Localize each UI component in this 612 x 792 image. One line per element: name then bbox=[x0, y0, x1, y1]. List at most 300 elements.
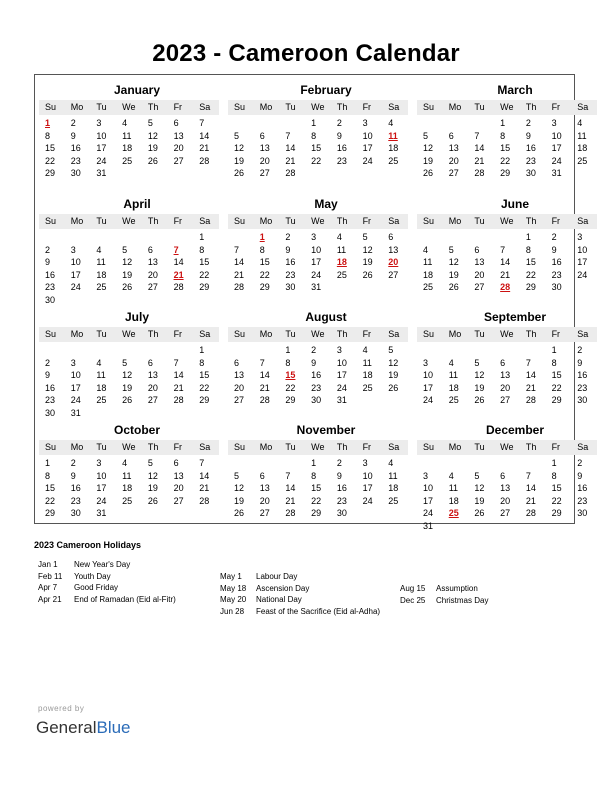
day-cell: 9 bbox=[577, 470, 583, 481]
day-cell: 21 bbox=[234, 269, 245, 280]
day-cell: 24 bbox=[362, 155, 373, 166]
day-blank bbox=[417, 457, 443, 470]
day-grid bbox=[39, 231, 219, 306]
day-blank bbox=[520, 457, 546, 470]
day-cell: 13 bbox=[500, 370, 511, 380]
day-cell: 7 bbox=[234, 244, 240, 255]
month-name: October bbox=[113, 423, 160, 437]
day-blank bbox=[254, 457, 280, 470]
holiday-name: New Year's Day bbox=[74, 560, 131, 569]
day-blank bbox=[142, 344, 168, 357]
weekday-label: Tu bbox=[474, 442, 485, 452]
holiday-name: Good Friday bbox=[74, 583, 119, 592]
day-cell: 20 bbox=[234, 382, 245, 393]
day-cell: 7 bbox=[525, 357, 531, 368]
day-cell: 13 bbox=[147, 257, 158, 267]
weekday-header bbox=[39, 327, 219, 342]
day-cell: 21 bbox=[173, 382, 184, 393]
weekday-header bbox=[417, 327, 597, 342]
day-cell: 23 bbox=[577, 495, 588, 506]
month-november bbox=[228, 424, 408, 520]
weekday-header bbox=[417, 214, 597, 229]
day-cell: 24 bbox=[70, 395, 81, 405]
day-cell: 23 bbox=[577, 382, 588, 393]
day-blank bbox=[494, 231, 520, 244]
day-cell: 31 bbox=[96, 508, 107, 518]
logo-blue: Blue bbox=[96, 718, 131, 737]
day-blank bbox=[279, 457, 305, 470]
day-cell: 12 bbox=[448, 257, 459, 267]
weekday-label: Th bbox=[147, 329, 159, 339]
day-cell: 23 bbox=[551, 269, 562, 280]
day-cell: 21 bbox=[525, 382, 536, 393]
day-blank bbox=[228, 344, 254, 357]
month-name: July bbox=[124, 310, 149, 324]
day-cell: 6 bbox=[474, 244, 480, 255]
day-cell: 3 bbox=[362, 458, 368, 468]
weekday-header bbox=[228, 214, 408, 229]
day-cell: 10 bbox=[362, 130, 373, 141]
day-cell: 23 bbox=[45, 395, 56, 405]
weekday-label: Fr bbox=[362, 442, 372, 452]
weekday-label: Th bbox=[147, 102, 159, 112]
weekday-label: Mo bbox=[259, 442, 273, 452]
month-december bbox=[417, 424, 597, 532]
weekday-label: Tu bbox=[474, 216, 485, 226]
day-cell: 31 bbox=[551, 168, 562, 178]
day-cell: 19 bbox=[234, 155, 245, 166]
day-cell: 4 bbox=[96, 244, 102, 255]
day-cell: 16 bbox=[70, 483, 81, 493]
month-name: December bbox=[485, 423, 545, 437]
day-cell: 30 bbox=[45, 407, 56, 418]
day-cell: 4 bbox=[388, 458, 394, 468]
day-cell: 9 bbox=[311, 357, 317, 368]
month-january bbox=[39, 84, 219, 180]
calendar-frame bbox=[34, 74, 589, 531]
day-blank bbox=[116, 344, 142, 357]
day-cell: 3 bbox=[336, 345, 342, 355]
holiday-day-cell: 15 bbox=[285, 370, 296, 380]
day-cell: 19 bbox=[147, 483, 158, 493]
day-blank bbox=[494, 457, 520, 470]
day-cell: 27 bbox=[448, 168, 459, 178]
day-blank bbox=[228, 231, 254, 244]
day-cell: 10 bbox=[311, 244, 322, 255]
day-cell: 8 bbox=[45, 470, 51, 481]
day-grid bbox=[417, 117, 597, 180]
day-cell: 15 bbox=[199, 370, 210, 380]
day-cell: 26 bbox=[122, 395, 133, 405]
day-cell: 25 bbox=[388, 495, 399, 506]
day-cell: 19 bbox=[122, 269, 133, 280]
day-cell: 17 bbox=[96, 483, 107, 493]
day-cell: 13 bbox=[173, 130, 184, 141]
day-cell: 20 bbox=[147, 382, 158, 393]
day-cell: 3 bbox=[311, 232, 317, 242]
day-cell: 22 bbox=[285, 382, 296, 393]
day-cell: 12 bbox=[474, 483, 485, 493]
weekday-label: Tu bbox=[96, 442, 107, 452]
day-cell: 11 bbox=[96, 370, 106, 380]
day-cell: 29 bbox=[551, 508, 562, 518]
day-cell: 16 bbox=[285, 257, 296, 267]
day-cell: 8 bbox=[311, 470, 317, 481]
day-cell: 14 bbox=[199, 470, 210, 481]
day-cell: 24 bbox=[96, 495, 107, 506]
day-cell: 22 bbox=[311, 155, 322, 166]
day-grid bbox=[228, 344, 408, 407]
day-cell: 26 bbox=[474, 395, 485, 405]
holiday-date: May 20 bbox=[220, 595, 247, 604]
weekday-label: Sa bbox=[199, 216, 211, 226]
day-blank bbox=[254, 117, 280, 130]
weekday-label: Tu bbox=[474, 329, 485, 339]
weekday-label: Th bbox=[525, 329, 537, 339]
day-cell: 23 bbox=[336, 155, 347, 166]
day-cell: 30 bbox=[336, 508, 347, 518]
day-cell: 5 bbox=[423, 130, 429, 141]
weekday-label: Mo bbox=[259, 102, 273, 112]
weekday-label: Sa bbox=[388, 102, 400, 112]
day-cell: 18 bbox=[448, 495, 459, 506]
day-cell: 4 bbox=[362, 345, 368, 355]
day-cell: 1 bbox=[500, 118, 506, 128]
holiday-name: End of Ramadan (Eid al-Fitr) bbox=[74, 594, 176, 604]
day-cell: 5 bbox=[474, 357, 480, 368]
holiday-day-cell: 7 bbox=[173, 244, 179, 255]
day-cell: 8 bbox=[199, 244, 205, 255]
day-blank bbox=[417, 231, 443, 244]
day-blank bbox=[168, 344, 194, 357]
day-cell: 5 bbox=[388, 345, 394, 355]
day-cell: 15 bbox=[45, 483, 56, 493]
day-cell: 18 bbox=[423, 269, 434, 280]
day-cell: 17 bbox=[423, 382, 434, 393]
day-cell: 30 bbox=[70, 508, 81, 518]
day-cell: 30 bbox=[285, 282, 296, 292]
day-blank bbox=[468, 117, 494, 130]
day-cell: 5 bbox=[122, 357, 128, 368]
month-april bbox=[39, 198, 219, 306]
holiday-name: Christmas Day bbox=[436, 595, 489, 605]
day-cell: 4 bbox=[122, 118, 128, 128]
day-cell: 23 bbox=[525, 155, 536, 166]
holiday-name: Feast of the Sacrifice (Eid al-Adha) bbox=[256, 606, 381, 616]
day-cell: 15 bbox=[199, 257, 210, 267]
day-cell: 28 bbox=[199, 155, 210, 166]
holiday-date: Jun 28 bbox=[220, 606, 245, 616]
day-cell: 5 bbox=[234, 470, 240, 481]
weekday-label: Tu bbox=[96, 329, 107, 339]
day-blank bbox=[494, 344, 520, 357]
day-cell: 15 bbox=[525, 257, 536, 267]
month-name: June bbox=[500, 197, 529, 211]
day-cell: 11 bbox=[336, 244, 347, 255]
weekday-label: Sa bbox=[577, 102, 589, 112]
weekday-label: We bbox=[500, 329, 514, 339]
weekday-label: Mo bbox=[448, 329, 462, 339]
day-cell: 2 bbox=[336, 118, 342, 128]
day-cell: 4 bbox=[448, 470, 454, 481]
holiday-name: Labour Day bbox=[256, 572, 298, 581]
day-cell: 17 bbox=[362, 143, 373, 153]
month-name: August bbox=[305, 310, 347, 324]
day-blank bbox=[443, 344, 469, 357]
day-cell: 3 bbox=[70, 244, 76, 255]
day-cell: 30 bbox=[551, 282, 562, 292]
weekday-label: Tu bbox=[285, 102, 296, 112]
weekday-header bbox=[39, 100, 219, 115]
day-cell: 17 bbox=[96, 143, 107, 153]
day-cell: 22 bbox=[525, 269, 536, 280]
day-cell: 27 bbox=[173, 155, 184, 166]
weekday-label: Su bbox=[234, 442, 246, 452]
day-cell: 30 bbox=[311, 395, 322, 405]
weekday-label: We bbox=[122, 329, 136, 339]
weekday-label: Fr bbox=[362, 102, 372, 112]
holiday-name: Assumption bbox=[436, 584, 478, 593]
day-cell: 1 bbox=[199, 232, 205, 242]
weekday-label: Mo bbox=[70, 102, 84, 112]
weekday-label: We bbox=[500, 102, 514, 112]
day-cell: 28 bbox=[474, 168, 485, 178]
day-cell: 25 bbox=[448, 395, 459, 405]
day-cell: 6 bbox=[500, 357, 506, 368]
month-march bbox=[417, 84, 597, 180]
day-cell: 31 bbox=[336, 395, 347, 405]
holiday-date: Aug 15 bbox=[400, 584, 426, 593]
day-cell: 11 bbox=[362, 357, 372, 368]
day-cell: 23 bbox=[311, 382, 322, 393]
day-cell: 24 bbox=[362, 495, 373, 506]
weekday-label: Mo bbox=[259, 216, 273, 226]
day-cell: 29 bbox=[311, 508, 322, 518]
day-cell: 20 bbox=[173, 143, 184, 153]
day-cell: 3 bbox=[423, 470, 429, 481]
weekday-label: Fr bbox=[551, 329, 561, 339]
day-cell: 19 bbox=[423, 155, 434, 166]
holiday-day-cell: 21 bbox=[173, 269, 184, 280]
day-cell: 25 bbox=[362, 382, 373, 393]
weekday-label: Sa bbox=[577, 442, 589, 452]
day-grid bbox=[417, 344, 597, 407]
day-cell: 21 bbox=[285, 495, 296, 506]
day-cell: 22 bbox=[551, 495, 562, 506]
holiday-date: Dec 25 bbox=[400, 595, 426, 605]
day-cell: 9 bbox=[285, 244, 291, 255]
day-cell: 5 bbox=[147, 458, 153, 468]
weekday-label: Tu bbox=[285, 216, 296, 226]
day-cell: 28 bbox=[525, 395, 536, 405]
day-cell: 12 bbox=[388, 357, 399, 368]
day-cell: 8 bbox=[500, 130, 506, 141]
day-cell: 6 bbox=[147, 357, 153, 368]
day-cell: 16 bbox=[311, 370, 322, 380]
day-grid bbox=[39, 344, 219, 419]
day-cell: 12 bbox=[234, 483, 245, 493]
day-cell: 25 bbox=[388, 155, 399, 166]
weekday-header bbox=[228, 440, 408, 455]
day-blank bbox=[39, 231, 65, 244]
day-cell: 16 bbox=[525, 143, 536, 153]
weekday-label: Fr bbox=[362, 216, 372, 226]
holiday-row bbox=[38, 582, 176, 594]
day-cell: 21 bbox=[474, 155, 485, 166]
month-june bbox=[417, 198, 597, 294]
weekday-label: Tu bbox=[285, 329, 296, 339]
day-cell: 15 bbox=[311, 143, 322, 153]
weekday-label: Su bbox=[45, 216, 57, 226]
day-cell: 11 bbox=[122, 130, 132, 141]
day-grid bbox=[39, 457, 219, 520]
day-blank bbox=[443, 117, 469, 130]
day-cell: 12 bbox=[122, 370, 133, 380]
weekday-label: Su bbox=[423, 102, 435, 112]
day-cell: 17 bbox=[551, 143, 562, 153]
day-cell: 18 bbox=[448, 382, 459, 393]
day-cell: 26 bbox=[474, 508, 485, 518]
day-cell: 1 bbox=[551, 345, 557, 355]
day-cell: 28 bbox=[285, 508, 296, 518]
holiday-date: Apr 7 bbox=[38, 583, 58, 592]
day-cell: 9 bbox=[336, 470, 342, 481]
day-cell: 13 bbox=[147, 370, 158, 380]
day-cell: 24 bbox=[423, 508, 434, 518]
day-cell: 5 bbox=[122, 244, 128, 255]
day-cell: 13 bbox=[448, 143, 459, 153]
weekday-label: Tu bbox=[474, 102, 485, 112]
day-cell: 25 bbox=[423, 282, 434, 292]
weekday-label: Sa bbox=[577, 216, 589, 226]
day-cell: 26 bbox=[122, 282, 133, 292]
day-cell: 20 bbox=[259, 155, 270, 166]
day-cell: 12 bbox=[234, 143, 245, 153]
day-cell: 2 bbox=[551, 232, 557, 242]
day-cell: 30 bbox=[70, 168, 81, 178]
day-cell: 13 bbox=[388, 244, 399, 255]
day-cell: 24 bbox=[577, 269, 588, 280]
day-cell: 11 bbox=[423, 257, 433, 267]
day-blank bbox=[65, 344, 91, 357]
day-blank bbox=[443, 457, 469, 470]
day-cell: 10 bbox=[70, 257, 81, 267]
day-cell: 27 bbox=[147, 395, 158, 405]
weekday-label: Th bbox=[147, 216, 159, 226]
holiday-column bbox=[220, 571, 380, 617]
day-cell: 8 bbox=[285, 357, 291, 368]
day-cell: 21 bbox=[500, 269, 511, 280]
day-cell: 13 bbox=[474, 257, 485, 267]
day-cell: 24 bbox=[551, 155, 562, 166]
day-cell: 10 bbox=[423, 370, 434, 380]
day-cell: 20 bbox=[147, 269, 158, 280]
weekday-label: Su bbox=[234, 216, 246, 226]
day-cell: 1 bbox=[199, 345, 205, 355]
day-cell: 28 bbox=[234, 282, 245, 292]
day-cell: 3 bbox=[70, 357, 76, 368]
day-cell: 4 bbox=[122, 458, 128, 468]
day-cell: 19 bbox=[234, 495, 245, 506]
day-cell: 20 bbox=[474, 269, 485, 280]
weekday-label: Th bbox=[336, 216, 348, 226]
day-cell: 31 bbox=[70, 407, 81, 418]
day-cell: 9 bbox=[45, 257, 51, 267]
weekday-header bbox=[228, 100, 408, 115]
holiday-row bbox=[220, 571, 380, 583]
day-cell: 14 bbox=[474, 143, 485, 153]
powered-by-text: powered by bbox=[38, 704, 85, 713]
day-cell: 16 bbox=[45, 269, 56, 280]
day-cell: 4 bbox=[577, 118, 583, 128]
day-cell: 25 bbox=[96, 395, 107, 405]
day-cell: 27 bbox=[388, 269, 399, 280]
day-cell: 2 bbox=[45, 357, 51, 368]
day-cell: 6 bbox=[173, 118, 179, 128]
day-cell: 17 bbox=[336, 370, 347, 380]
day-cell: 18 bbox=[96, 382, 107, 393]
weekday-label: Fr bbox=[362, 329, 372, 339]
day-cell: 10 bbox=[70, 370, 81, 380]
weekday-label: Fr bbox=[551, 442, 561, 452]
holiday-date: Apr 21 bbox=[38, 594, 62, 604]
weekday-label: Th bbox=[525, 442, 537, 452]
day-cell: 26 bbox=[147, 155, 158, 166]
day-cell: 17 bbox=[423, 495, 434, 506]
month-name: April bbox=[123, 197, 151, 211]
day-cell: 11 bbox=[122, 470, 132, 481]
month-name: November bbox=[296, 423, 356, 437]
day-cell: 10 bbox=[362, 470, 373, 481]
day-cell: 20 bbox=[500, 495, 511, 506]
weekday-label: Sa bbox=[577, 329, 589, 339]
day-cell: 2 bbox=[336, 458, 342, 468]
day-cell: 23 bbox=[45, 282, 56, 292]
day-cell: 2 bbox=[577, 345, 583, 355]
weekday-label: Mo bbox=[448, 216, 462, 226]
day-cell: 4 bbox=[448, 357, 454, 368]
day-cell: 14 bbox=[285, 143, 296, 153]
day-cell: 27 bbox=[259, 508, 270, 518]
day-cell: 23 bbox=[70, 155, 81, 166]
day-blank bbox=[116, 231, 142, 244]
day-cell: 21 bbox=[259, 382, 270, 393]
day-blank bbox=[443, 231, 469, 244]
day-cell: 3 bbox=[423, 357, 429, 368]
day-cell: 22 bbox=[500, 155, 511, 166]
day-cell: 17 bbox=[577, 257, 588, 267]
day-cell: 25 bbox=[122, 495, 133, 506]
day-cell: 27 bbox=[500, 395, 511, 405]
day-cell: 25 bbox=[122, 155, 133, 166]
day-cell: 2 bbox=[525, 118, 531, 128]
generalblue-logo[interactable] bbox=[36, 718, 131, 738]
day-cell: 16 bbox=[577, 370, 588, 380]
weekday-label: Fr bbox=[551, 216, 561, 226]
day-cell: 23 bbox=[336, 495, 347, 506]
day-cell: 16 bbox=[577, 483, 588, 493]
holiday-row bbox=[220, 594, 380, 606]
day-cell: 5 bbox=[362, 232, 368, 242]
day-cell: 12 bbox=[147, 470, 158, 481]
weekday-label: Su bbox=[45, 102, 57, 112]
day-cell: 21 bbox=[285, 155, 296, 166]
day-cell: 27 bbox=[234, 395, 245, 405]
day-grid bbox=[417, 231, 597, 294]
day-cell: 31 bbox=[311, 282, 322, 292]
day-cell: 30 bbox=[45, 294, 56, 305]
weekday-header bbox=[417, 100, 597, 115]
